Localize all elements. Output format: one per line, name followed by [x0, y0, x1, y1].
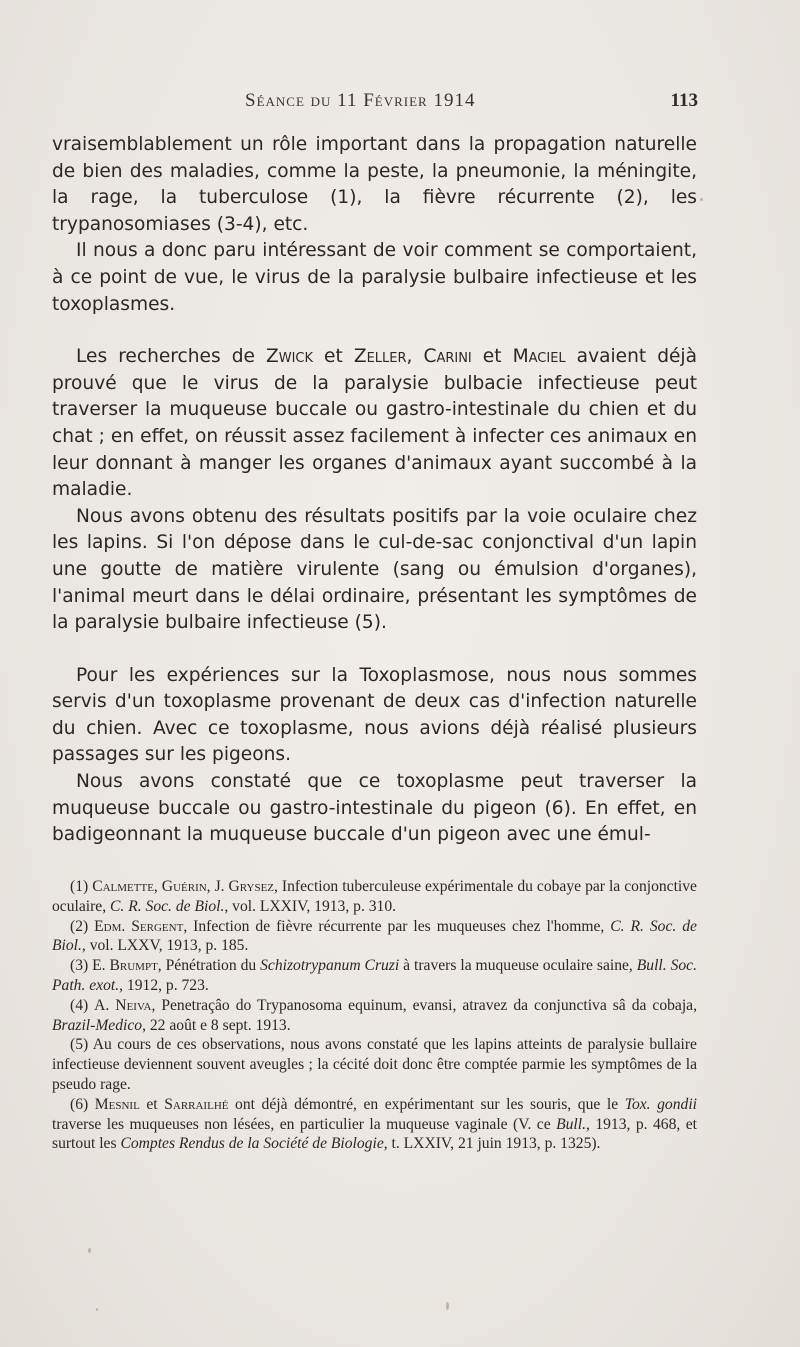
footnote-1-marker: (1): [70, 878, 93, 895]
footnote-6-text-3: , 1913, p. 468, et surtout les: [52, 1115, 697, 1153]
footnote-3-text-1: , Pénétration du: [157, 957, 261, 975]
footnote-4-text-1: , Penetraçâo do Trypanosoma equinum, evansi, atravez da conjunctiva sâ da cobaja,: [151, 996, 697, 1014]
footnote-5-marker: (5): [70, 1036, 93, 1054]
paragraph-3-rest: avaient déjà prouvé que le virus de la paralysie bulbacie infectieuse peut traverser la muqueuse buccale ou gastro-intestinale du chien et du chat ; en effet, on réussit assez facilement à infecter ces animaux en leur donnant à manger les organes d'animaux ayant succombé à la maladie.: [52, 346, 697, 501]
paragraph-2: Il nous a donc paru intéressant de voir comment se comportaient, à ce point de vue, le virus de la paralysie bulbaire infectieuse et les toxoplasmes.: [52, 240, 697, 315]
footnote-6-species: Tox. gondii: [624, 1095, 697, 1113]
footnote-2-source: C. R. Soc. de Biol.: [52, 917, 697, 955]
paragraph-3-conj-1: et: [313, 346, 354, 368]
paper-speck: [96, 1308, 98, 1311]
footnote-4-text-2: , 22 août e 8 sept. 1913.: [142, 1016, 291, 1034]
paper-speck: [446, 1302, 449, 1310]
paragraph-1: vraisemblablement un rôle important dans la propagation naturelle de bien des maladies, comme la peste, la pneumonie, la méningite, la rage, la tuberculose (1), la fièvre récurrente (2), les trypanosomiases (3-4), etc.: [52, 134, 697, 235]
footnote-4-authors: A. Neiva: [94, 996, 152, 1014]
footnote-3-authors: E. Brumpt: [92, 957, 158, 975]
footnote-2-authors: Edm. Sergent: [94, 917, 184, 935]
paper-speck: [700, 198, 703, 201]
paragraph-3-conj-3: et: [471, 346, 513, 368]
page-number: 113: [670, 90, 698, 111]
footnote-1-authors: Calmette, Guérin, J. Grysez: [92, 878, 275, 895]
paragraph-6: Nous avons constaté que ce toxoplasme peut traverser la muqueuse buccale ou gastro-intestinale du pigeon (6). En effet, en badigeonnant la muqueuse buccale d'un pigeon avec une émul-: [52, 771, 697, 846]
footnote-6-text-2: traverse les muqueuses non lésées, en particulier la muqueuse vaginale (V. ce: [52, 1115, 557, 1133]
author-carini: Carini: [423, 346, 472, 368]
footnote-6-marker: (6): [70, 1095, 95, 1113]
paragraph-3-conj-2: ,: [406, 346, 424, 368]
author-maciel: Maciel: [512, 346, 566, 368]
footnote-6: [52, 1095, 697, 1154]
footnote-2-text-1: , Infection de fièvre récurrente par les muqueuses chez l'homme,: [183, 917, 611, 935]
paragraph-3-intro: Les recherches de: [76, 346, 266, 368]
footnote-1-text-2: , vol. LXXIV, 1913, p. 310.: [224, 897, 397, 915]
footnote-6-source-2: Comptes Rendus de la Société de Biologie: [120, 1135, 384, 1153]
footnote-1-text-1: , Infection tuberculeuse expérimentale du cobaye par la conjonctive oculaire,: [52, 878, 697, 915]
running-head-title: Séance du 11 Février 1914: [245, 90, 476, 111]
footnote-4-source: Brazil-Medico: [52, 1016, 143, 1034]
paragraph-4: Nous avons obtenu des résultats positifs par la voie oculaire chez les lapins. Si l'on dépose dans le cul-de-sac conjonctival d'un lapin une goutte de matière virulente (sang ou émulsion d'organes), l'animal meurt dans le délai ordinaire, présentant les symptômes de la paralysie bulbaire infectieuse (5).: [52, 505, 697, 634]
footnote-6-conj: et: [139, 1095, 165, 1113]
footnote-6-text-4: , t. LXXIV, 21 juin 1913, p. 1325).: [383, 1135, 601, 1153]
paper-speck: [88, 1248, 91, 1253]
author-zwick: Zwick: [266, 346, 314, 368]
footnote-6-text-1: ont déjà démontré, en expérimentant sur les souris, que le: [228, 1095, 625, 1113]
body-text: [52, 132, 697, 849]
footnote-5-text: Au cours de ces observations, nous avons constaté que les lapins atteints de paralysie bullaire infectieuse deviennent souvent aveugles ; la cécité doit donc être comptée parmie les symptômes de la pseudo rage.: [52, 1036, 697, 1093]
footnote-3: [52, 956, 697, 996]
footnote-6-author-2: Sarrailhé: [164, 1095, 229, 1113]
footnote-4-marker: (4): [70, 996, 95, 1014]
footnote-1: [52, 877, 697, 917]
footnote-2-marker: (2): [70, 917, 95, 935]
footnote-6-source-1: Bull.: [556, 1115, 586, 1133]
footnote-2: [52, 917, 697, 957]
paragraph-5: Pour les expériences sur la Toxoplasmose, nous nous sommes servis d'un toxoplasme provenant de deux cas d'infection naturelle du chien. Avec ce toxoplasme, nous avions déjà réalisé plusieurs passages sur les pigeons.: [52, 664, 697, 766]
running-head: [0, 90, 800, 116]
paragraph-3: [52, 344, 697, 504]
footnote-5: [52, 1035, 697, 1094]
footnote-2-text-2: , vol. LXXV, 1913, p. 185.: [81, 937, 249, 955]
footnote-1-source: C. R. Soc. de Biol.: [110, 897, 225, 915]
footnote-3-marker: (3): [70, 957, 93, 975]
footnotes: [52, 877, 697, 1154]
footnote-3-species: Schizotrypanum Cruzi: [260, 957, 400, 975]
footnote-3-text-3: , 1912, p. 723.: [119, 976, 209, 994]
footnote-4: [52, 996, 697, 1036]
footnote-6-author-1: Mesnil: [94, 1095, 140, 1113]
footnote-3-source: Bull. Soc. Path. exot.: [52, 957, 697, 994]
author-zeller: Zeller: [353, 346, 407, 368]
footnote-3-text-2: à travers la muqueuse oculaire saine,: [399, 957, 637, 975]
